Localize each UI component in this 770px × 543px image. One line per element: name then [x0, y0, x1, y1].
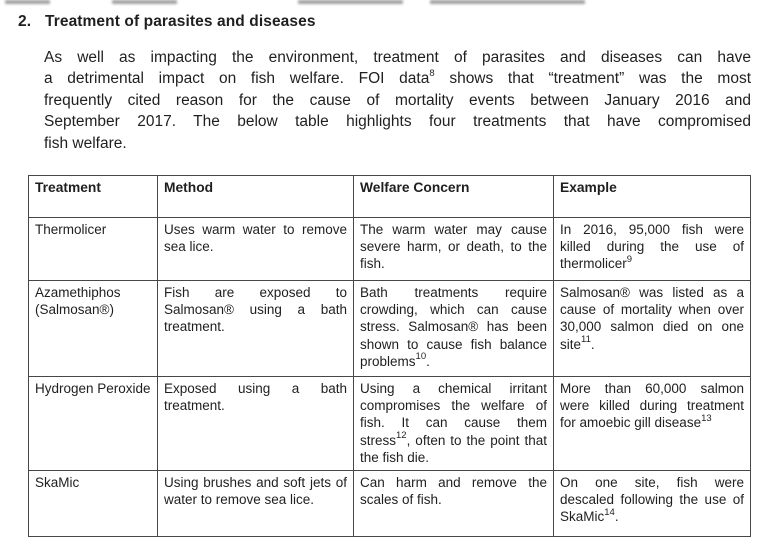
scan-artifact — [112, 0, 177, 4]
section-number: 2. — [18, 13, 32, 30]
treatment-cell: SkaMic — [29, 471, 158, 537]
footnote-ref: 10 — [415, 351, 427, 363]
table-header-row — [29, 176, 751, 218]
method-cell: Using brushes and soft jets of water to remove sea lice. — [158, 471, 354, 537]
footnote-ref: 12 — [396, 430, 407, 442]
column-header-example: Example — [554, 176, 751, 218]
example-cell: More than 60,000 salmon were killed during treatment for amoebic gill disease$^{13}$ — [554, 377, 751, 471]
footnote-ref: 8 — [429, 68, 435, 80]
welfare-concern-cell: Can harm and remove the scales of fish. — [354, 471, 554, 537]
table-row — [29, 218, 751, 281]
scan-artifact — [5, 0, 50, 4]
treatment-cell: Hydrogen Peroxide — [29, 377, 158, 471]
section-title: Treatment of parasites and diseases — [45, 13, 316, 30]
column-header-method: Method — [158, 176, 354, 218]
treatments-table — [28, 175, 751, 537]
welfare-concern-cell: Bath treatments require crowding, which can cause stress. Salmosan® has been shown to cause fish balance problems$^{10}$. — [354, 281, 554, 377]
table-row — [29, 471, 751, 537]
intro-line: September 2017. The below table highlights four treatments that have compromised — [44, 113, 751, 131]
intro-line: fish welfare. — [44, 134, 127, 152]
column-header-treatment: Treatment — [29, 176, 158, 218]
footnote-ref: 9 — [626, 253, 633, 265]
intro-line: As well as impacting the environment, treatment of parasites and diseases can have — [44, 49, 751, 66]
example-cell: On one site, fish were descaled following the use of SkaMic$^{14}$. — [554, 471, 751, 537]
scan-artifact — [430, 0, 585, 4]
scan-artifact — [298, 0, 403, 4]
example-cell: In 2016, 95,000 fish were killed during the use of thermolicer$^9$ — [554, 218, 751, 281]
method-cell: Exposed using a bath treatment. — [158, 377, 354, 471]
welfare-concern-cell: The warm water may cause severe harm, or death, to the fish. — [354, 218, 554, 281]
table-row — [29, 281, 751, 377]
intro-line: a detrimental impact on fish welfare. FOI data$^8$ shows that “treatment” was the most — [44, 68, 751, 88]
treatment-cell: Thermolicer — [29, 218, 158, 281]
treatment-cell: Azamethiphos (Salmosan®) — [29, 281, 158, 377]
example-cell: Salmosan® was listed as a cause of mortality when over 30,000 salmon died on one site$^{11}$. — [554, 281, 751, 377]
method-cell: Uses warm water to remove sea lice. — [158, 218, 354, 281]
intro-line: frequently cited reason for the cause of mortality events between January 2016 and — [44, 91, 751, 109]
welfare-concern-cell: Using a chemical irritant compromises the welfare of fish. It can cause them stress$^{12}$, often to the point that the fish die. — [354, 377, 554, 471]
table-row — [29, 377, 751, 471]
column-header-welfare-concern: Welfare Concern — [354, 176, 554, 218]
footnote-ref: 13 — [701, 412, 712, 424]
intro-paragraph — [44, 47, 751, 154]
footnote-ref: 14 — [604, 506, 615, 518]
footnote-ref: 11 — [581, 334, 591, 346]
method-cell: Fish are exposed to Salmosan® using a bath treatment. — [158, 281, 354, 377]
table-body — [29, 218, 751, 537]
section-heading — [18, 11, 316, 33]
